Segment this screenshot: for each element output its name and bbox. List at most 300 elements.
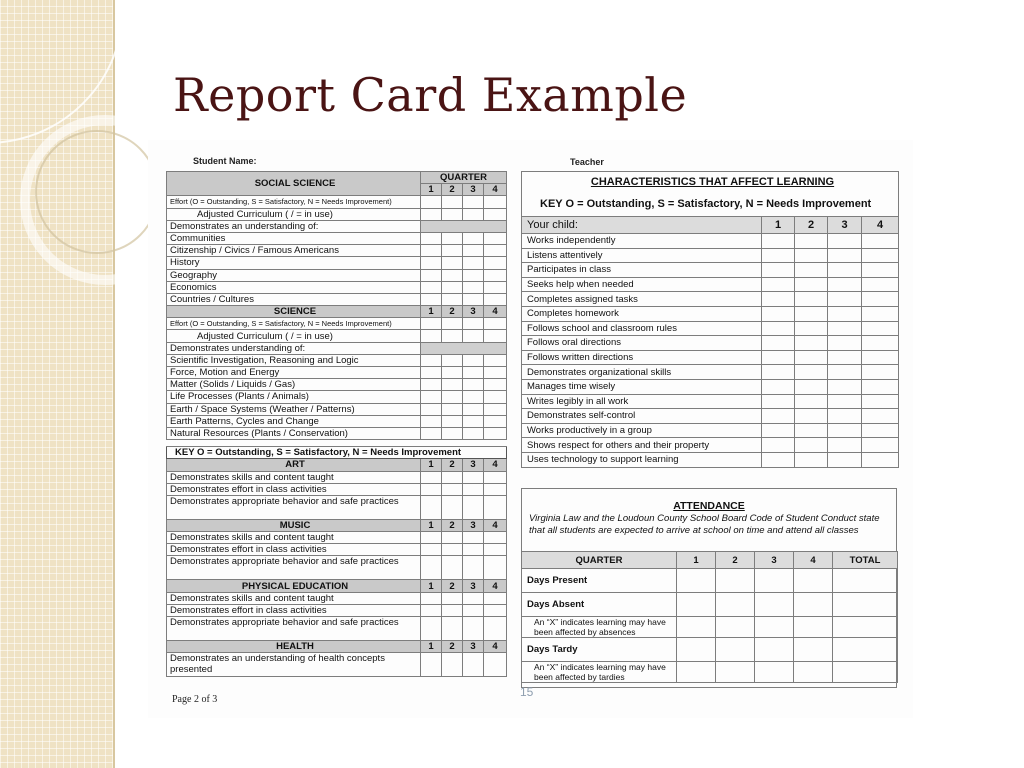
grade-cell <box>463 483 484 495</box>
attendance-cell <box>833 662 898 683</box>
grade-cell <box>463 354 484 366</box>
grade-cell <box>442 367 463 379</box>
grade-cell <box>762 452 795 467</box>
grade-cell <box>463 592 484 604</box>
grade-cell <box>421 495 442 519</box>
characteristic-item: Completes assigned tasks <box>522 292 762 307</box>
grade-cell <box>463 617 484 641</box>
grade-cell <box>484 318 507 330</box>
grade-cell <box>442 556 463 580</box>
subject-item: Force, Motion and Energy <box>167 367 421 379</box>
attendance-cell <box>716 593 755 617</box>
grade-cell <box>795 263 828 278</box>
grade-cell <box>484 293 507 305</box>
characteristic-item: Follows oral directions <box>522 336 762 351</box>
slide-page-number: 15 <box>520 685 534 699</box>
grade-cell <box>484 483 507 495</box>
grade-cell <box>862 336 899 351</box>
grade-cell <box>828 379 862 394</box>
grade-cell <box>484 269 507 281</box>
quarter-number: 4 <box>484 184 507 196</box>
subject-item: Demonstrates effort in class activities <box>167 544 421 556</box>
grade-cell <box>484 556 507 580</box>
grade-cell <box>795 423 828 438</box>
adjusted-row <box>167 330 507 342</box>
grade-cell <box>484 330 507 342</box>
grade-cell <box>484 495 507 519</box>
adjusted-curriculum: Adjusted Curriculum ( / = in use) <box>167 330 421 342</box>
quarter-number: 2 <box>442 306 463 318</box>
grade-cell <box>862 350 899 365</box>
subject-item: Countries / Cultures <box>167 293 421 305</box>
attendance-box <box>521 488 897 688</box>
grade-cell <box>762 336 795 351</box>
grade-cell <box>795 365 828 380</box>
grade-cell <box>421 293 442 305</box>
grade-cell <box>442 379 463 391</box>
grade-cell <box>463 269 484 281</box>
attendance-cell <box>677 593 716 617</box>
subject-row <box>167 415 507 427</box>
grade-cell <box>795 248 828 263</box>
attendance-cell <box>677 638 716 662</box>
grade-cell <box>828 394 862 409</box>
attendance-cell <box>794 593 833 617</box>
grade-cell <box>828 292 862 307</box>
quarter-number: 2 <box>442 641 463 653</box>
grade-cell <box>795 292 828 307</box>
grade-cell <box>442 293 463 305</box>
subject-item: History <box>167 257 421 269</box>
grade-cell <box>828 423 862 438</box>
quarter-number: 4 <box>484 459 507 471</box>
grade-cell <box>463 471 484 483</box>
characteristic-item: Writes legibly in all work <box>522 394 762 409</box>
grade-cell <box>442 592 463 604</box>
grade-cell <box>442 604 463 616</box>
attendance-title: ATTENDANCE <box>673 500 745 512</box>
characteristic-item: Follows written directions <box>522 350 762 365</box>
grade-cell <box>421 544 442 556</box>
grading-key: KEY O = Outstanding, S = Satisfactory, N = Needs Improvement <box>167 447 507 459</box>
subject-row <box>167 427 507 439</box>
grade-cell <box>463 367 484 379</box>
grade-cell <box>442 269 463 281</box>
grade-cell <box>862 306 899 321</box>
attendance-cell <box>755 593 794 617</box>
grade-cell <box>862 292 899 307</box>
grade-cell <box>442 483 463 495</box>
grade-cell <box>463 318 484 330</box>
grade-cell <box>442 391 463 403</box>
grade-cell <box>442 281 463 293</box>
quarter-number: 1 <box>762 217 795 234</box>
grade-cell <box>828 409 862 424</box>
subject-row <box>167 471 507 483</box>
characteristic-row <box>522 234 899 249</box>
slide-title: Report Card Example <box>173 68 688 122</box>
music-header <box>167 519 507 531</box>
your-child-label: Your child: <box>522 217 762 234</box>
grade-cell <box>442 532 463 544</box>
quarter-label: QUARTER <box>421 172 507 184</box>
attendance-cell <box>755 569 794 593</box>
grade-cell <box>442 330 463 342</box>
grade-cell <box>421 330 442 342</box>
characteristic-row <box>522 277 899 292</box>
grade-cell <box>442 653 463 677</box>
subject-row <box>167 544 507 556</box>
grade-cell <box>828 336 862 351</box>
attendance-cell <box>755 662 794 683</box>
subject-row <box>167 483 507 495</box>
grade-cell <box>484 379 507 391</box>
grade-cell <box>762 423 795 438</box>
subject-row <box>167 532 507 544</box>
attendance-cell <box>833 638 898 662</box>
grade-cell <box>442 257 463 269</box>
attendance-total-label: TOTAL <box>833 552 898 569</box>
demonstrates-label: Demonstrates an understanding of: <box>167 220 421 232</box>
quarter-number: 3 <box>755 552 794 569</box>
subject-item: Demonstrates an understanding of health concepts presented <box>167 653 421 677</box>
grade-cell <box>442 196 463 208</box>
grade-cell <box>795 409 828 424</box>
grade-cell <box>421 556 442 580</box>
grade-cell <box>762 379 795 394</box>
quarter-number: 4 <box>484 306 507 318</box>
grade-cell <box>421 318 442 330</box>
grade-cell <box>421 483 442 495</box>
attendance-cell <box>677 662 716 683</box>
key-row <box>167 447 507 459</box>
attendance-policy-text: Virginia Law and the Loudoun County School Board Code of Student Conduct state that all students are expected to arrive at school on time and attend all classes <box>529 513 880 536</box>
effort-row <box>167 196 507 208</box>
grade-cell <box>421 403 442 415</box>
grade-cell <box>828 452 862 467</box>
grade-cell <box>463 196 484 208</box>
grade-cell <box>862 248 899 263</box>
grade-cell <box>442 544 463 556</box>
grade-cell <box>862 379 899 394</box>
effort-key: Effort (O = Outstanding, S = Satisfactory, N = Needs Improvement) <box>167 196 421 208</box>
characteristic-row <box>522 409 899 424</box>
music-header-label: MUSIC <box>167 519 421 531</box>
characteristic-row <box>522 350 899 365</box>
subject-row <box>167 367 507 379</box>
demonstrates-label: Demonstrates understanding of: <box>167 342 421 354</box>
quarter-number: 1 <box>421 184 442 196</box>
grade-cell <box>828 321 862 336</box>
quarter-number: 2 <box>442 184 463 196</box>
grade-cell <box>442 245 463 257</box>
quarter-number: 3 <box>463 459 484 471</box>
tardy-note-row <box>522 662 898 683</box>
quarter-number: 1 <box>421 519 442 531</box>
quarter-number: 3 <box>463 641 484 653</box>
grade-cell <box>421 269 442 281</box>
grade-cell <box>484 281 507 293</box>
characteristic-row <box>522 306 899 321</box>
art-header-label: ART <box>167 459 421 471</box>
quarter-number: 2 <box>442 519 463 531</box>
shaded-cell <box>421 342 507 354</box>
grade-cell <box>862 438 899 453</box>
grade-cell <box>463 245 484 257</box>
quarter-number: 3 <box>828 217 862 234</box>
grade-cell <box>421 379 442 391</box>
grade-cell <box>862 321 899 336</box>
quarter-number: 3 <box>463 306 484 318</box>
subject-item: Natural Resources (Plants / Conservation) <box>167 427 421 439</box>
grade-cell <box>762 321 795 336</box>
student-name-label: Student Name: <box>193 156 257 166</box>
subject-item: Citizenship / Civics / Famous Americans <box>167 245 421 257</box>
grade-cell <box>762 248 795 263</box>
grade-cell <box>463 415 484 427</box>
page-footer: Page 2 of 3 <box>172 694 218 705</box>
subject-item: Demonstrates skills and content taught <box>167 592 421 604</box>
grade-cell <box>862 263 899 278</box>
characteristic-item: Participates in class <box>522 263 762 278</box>
your-child-row <box>522 217 899 234</box>
grade-cell <box>463 653 484 677</box>
effort-key: Effort (O = Outstanding, S = Satisfactory, N = Needs Improvement) <box>167 318 421 330</box>
grade-cell <box>421 604 442 616</box>
characteristics-key: KEY O = Outstanding, S = Satisfactory, N = Needs Improvement <box>522 192 899 217</box>
grade-cell <box>862 234 899 249</box>
grade-cell <box>484 532 507 544</box>
quarter-number: 4 <box>484 519 507 531</box>
quarter-number: 2 <box>442 459 463 471</box>
quarter-number: 2 <box>795 217 828 234</box>
quarter-number: 2 <box>442 580 463 592</box>
characteristic-row <box>522 336 899 351</box>
grade-cell <box>421 427 442 439</box>
grade-cell <box>421 196 442 208</box>
grade-cell <box>463 379 484 391</box>
grade-cell <box>421 232 442 244</box>
days-tardy-label: Days Tardy <box>522 638 677 662</box>
grade-cell <box>795 277 828 292</box>
grade-cell <box>421 415 442 427</box>
grade-cell <box>484 403 507 415</box>
grade-cell <box>463 427 484 439</box>
grade-cell <box>421 208 442 220</box>
grade-cell <box>442 495 463 519</box>
subject-row <box>167 592 507 604</box>
quarter-number: 4 <box>862 217 899 234</box>
grade-cell <box>463 281 484 293</box>
characteristic-item: Works productively in a group <box>522 423 762 438</box>
tardy-note: An “X” indicates learning may have been affected by tardies <box>522 662 677 683</box>
characteristic-row <box>522 263 899 278</box>
subject-row <box>167 354 507 366</box>
subject-item: Demonstrates appropriate behavior and safe practices <box>167 617 421 641</box>
pe-header-label: PHYSICAL EDUCATION <box>167 580 421 592</box>
subject-row <box>167 281 507 293</box>
grade-cell <box>762 234 795 249</box>
characteristic-item: Seeks help when needed <box>522 277 762 292</box>
grade-cell <box>762 365 795 380</box>
grade-cell <box>463 532 484 544</box>
characteristic-item: Follows school and classroom rules <box>522 321 762 336</box>
grade-cell <box>795 321 828 336</box>
grade-cell <box>442 354 463 366</box>
social-science-header: SOCIAL SCIENCE <box>167 172 421 196</box>
subject-item: Geography <box>167 269 421 281</box>
subject-row <box>167 653 507 677</box>
days-tardy-row <box>522 638 898 662</box>
subject-row <box>167 403 507 415</box>
attendance-header-row <box>522 552 898 569</box>
characteristics-title-row <box>522 172 899 193</box>
grade-cell <box>762 438 795 453</box>
grade-cell <box>484 245 507 257</box>
quarter-number: 1 <box>421 641 442 653</box>
grade-cell <box>795 379 828 394</box>
characteristic-item: Shows respect for others and their property <box>522 438 762 453</box>
days-present-row <box>522 569 898 593</box>
grade-cell <box>484 604 507 616</box>
grade-cell <box>463 391 484 403</box>
shaded-cell <box>421 220 507 232</box>
grades-table <box>166 171 507 677</box>
subject-item: Demonstrates effort in class activities <box>167 604 421 616</box>
characteristics-table <box>521 171 899 468</box>
science-header-label: SCIENCE <box>167 306 421 318</box>
grade-cell <box>862 423 899 438</box>
attendance-cell <box>833 593 898 617</box>
grade-cell <box>862 394 899 409</box>
characteristic-row <box>522 248 899 263</box>
grade-cell <box>484 232 507 244</box>
grade-cell <box>795 234 828 249</box>
characteristic-item: Demonstrates self-control <box>522 409 762 424</box>
characteristic-row <box>522 423 899 438</box>
days-absent-label: Days Absent <box>522 593 677 617</box>
grade-cell <box>828 277 862 292</box>
attendance-cell <box>716 617 755 638</box>
grade-cell <box>484 471 507 483</box>
grade-cell <box>463 293 484 305</box>
subject-item: Demonstrates appropriate behavior and safe practices <box>167 495 421 519</box>
attendance-quarter-label: QUARTER <box>522 552 677 569</box>
grade-cell <box>463 544 484 556</box>
characteristics-title: CHARACTERISTICS THAT AFFECT LEARNING <box>522 172 899 193</box>
characteristic-row <box>522 379 899 394</box>
grade-cell <box>421 245 442 257</box>
grade-cell <box>762 263 795 278</box>
characteristic-item: Manages time wisely <box>522 379 762 394</box>
characteristic-row <box>522 321 899 336</box>
grade-cell <box>762 292 795 307</box>
grade-cell <box>484 592 507 604</box>
grade-cell <box>762 277 795 292</box>
quarter-number: 3 <box>463 519 484 531</box>
subject-item: Earth Patterns, Cycles and Change <box>167 415 421 427</box>
subject-item: Demonstrates effort in class activities <box>167 483 421 495</box>
grade-cell <box>762 409 795 424</box>
absent-note-row <box>522 617 898 638</box>
quarter-number: 1 <box>421 580 442 592</box>
attendance-cell <box>716 662 755 683</box>
attendance-cell <box>833 569 898 593</box>
demonstrates-row <box>167 342 507 354</box>
subject-row <box>167 269 507 281</box>
grade-cell <box>484 354 507 366</box>
characteristic-row <box>522 438 899 453</box>
characteristic-row <box>522 365 899 380</box>
grade-cell <box>484 617 507 641</box>
grade-cell <box>795 350 828 365</box>
grade-cell <box>828 306 862 321</box>
quarter-number: 4 <box>484 580 507 592</box>
grade-cell <box>862 409 899 424</box>
subject-row <box>167 232 507 244</box>
characteristic-row <box>522 292 899 307</box>
effort-row <box>167 318 507 330</box>
grade-cell <box>828 234 862 249</box>
grade-cell <box>762 350 795 365</box>
grade-cell <box>463 232 484 244</box>
grade-cell <box>442 208 463 220</box>
grade-cell <box>828 263 862 278</box>
grade-cell <box>463 330 484 342</box>
grade-cell <box>421 592 442 604</box>
subject-row <box>167 617 507 641</box>
grade-cell <box>421 617 442 641</box>
science-header <box>167 306 507 318</box>
attendance-cell <box>794 638 833 662</box>
subject-row <box>167 379 507 391</box>
quarter-number: 1 <box>421 306 442 318</box>
subject-item: Matter (Solids / Liquids / Gas) <box>167 379 421 391</box>
days-absent-row <box>522 593 898 617</box>
attendance-cell <box>794 662 833 683</box>
grade-cell <box>463 495 484 519</box>
grade-cell <box>484 544 507 556</box>
art-header <box>167 459 507 471</box>
grade-cell <box>795 452 828 467</box>
characteristic-item: Completes homework <box>522 306 762 321</box>
grade-cell <box>421 653 442 677</box>
grade-cell <box>421 354 442 366</box>
grade-cell <box>828 350 862 365</box>
quarter-number: 2 <box>716 552 755 569</box>
quarter-number: 3 <box>463 580 484 592</box>
grade-cell <box>421 532 442 544</box>
grade-cell <box>484 427 507 439</box>
grade-cell <box>762 306 795 321</box>
attendance-cell <box>716 569 755 593</box>
quarter-number: 1 <box>421 459 442 471</box>
grade-cell <box>463 403 484 415</box>
grade-cell <box>795 394 828 409</box>
quarter-number: 1 <box>677 552 716 569</box>
subject-item: Economics <box>167 281 421 293</box>
attendance-cell <box>677 569 716 593</box>
subject-row <box>167 495 507 519</box>
grade-cell <box>862 277 899 292</box>
subject-item: Demonstrates skills and content taught <box>167 532 421 544</box>
grade-cell <box>442 427 463 439</box>
subject-row <box>167 293 507 305</box>
characteristic-item: Works independently <box>522 234 762 249</box>
attendance-cell <box>794 617 833 638</box>
grade-cell <box>463 604 484 616</box>
grade-cell <box>421 471 442 483</box>
